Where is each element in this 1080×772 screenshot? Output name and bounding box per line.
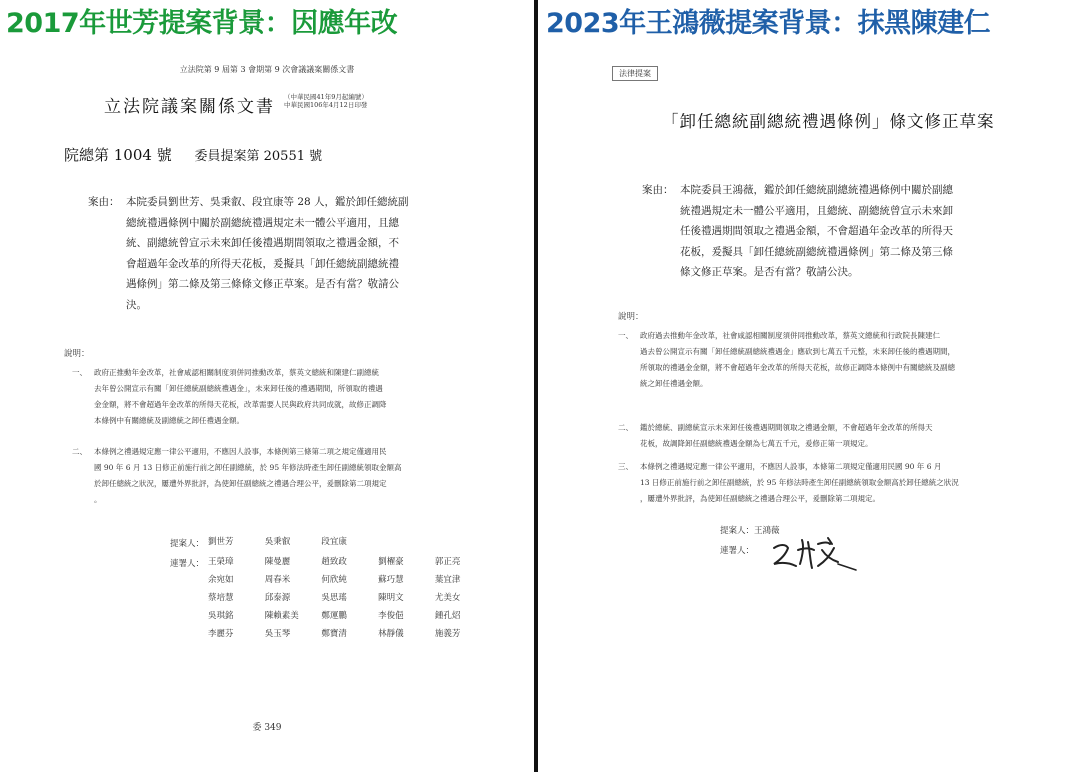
cosigner-name: 何欣純 xyxy=(321,575,347,585)
left-proposal-no: 委員提案第 20551 號 xyxy=(194,149,323,164)
cause-line: 本院委員劉世芳、吳秉叡、段宜康等 28 人，鑑於卸任總統副 xyxy=(126,196,409,208)
cosigner-name: 陳明文 xyxy=(378,593,404,603)
proposer-name: 劉世芳 xyxy=(208,537,234,547)
left-doc-title: 立法院議案關係文書 xyxy=(104,97,275,117)
cause-line: 本院委員王鴻薇，鑑於卸任總統副總統禮遇條例中關於副總 xyxy=(680,184,953,196)
cause-line: 總統禮遇條例中關於副總統禮遇規定未一體公平適用，且總 xyxy=(126,216,399,229)
left-doc-header: 立法院第 9 屆第 3 會期第 9 次會議議案關係文書 xyxy=(179,65,355,74)
item-line: 政府正推動年金改革，社會咸認相關制度須併同推動改革，蔡英文總統和陳建仁副總統 xyxy=(94,368,379,377)
left-document-panel xyxy=(0,0,534,772)
cosigner-name: 陳賴素美 xyxy=(264,611,299,621)
right-item-number: 二、 xyxy=(618,423,633,432)
proposer-name: 段宜康 xyxy=(321,537,347,547)
cause-line: 遇條例」第二條及第三條條文修正草案。是否有當？敬請公 xyxy=(126,278,399,290)
right-item-1-text xyxy=(640,328,955,392)
left-page-number: 委 349 xyxy=(252,723,282,733)
right-doc-title: 「卸任總統副總統禮遇條例」條文修正草案 xyxy=(662,112,995,131)
left-cause-text xyxy=(126,192,409,315)
item-line: 所領取的禮遇金金額，將不會超過年金改革的所得天花板，故修正調降本條例中有關總統及副總 xyxy=(640,363,955,372)
cause-line: 花板，爰擬具「卸任總統副總統禮遇條例」第二條及第三條 xyxy=(680,245,953,258)
cosigner-name: 郭正亮 xyxy=(434,557,461,567)
right-cosigner-label: 連署人： xyxy=(720,546,755,556)
left-proposers xyxy=(208,535,375,553)
right-proposer-name: 王鴻薇 xyxy=(754,526,780,536)
item-line: 本條例之禮遇規定應一律公平適用，不應因人設事，本條例第三條第二項之規定僅適用民 xyxy=(94,447,387,456)
left-banner-title: 2017年世芳提案背景：因應年改 xyxy=(6,8,398,39)
item-line: 於卸任總統之狀況，屢遭外界批評，為使卸任副總統之禮遇合理公平，爰刪除第二項規定 xyxy=(94,479,387,488)
right-item-number: 三、 xyxy=(618,462,633,471)
left-item-number: 二、 xyxy=(72,447,87,456)
left-doc-date xyxy=(284,93,368,109)
item-line: 國 90 年 6 月 13 日修正前施行前之卸任副總統，於 95 年修法時產生卸任副總統領取金額高 xyxy=(94,463,402,472)
right-explanation-label: 說明： xyxy=(618,312,644,322)
cause-line: 統禮遇規定未一體公平適用，且總統、副總統曾宣示未來卸 xyxy=(680,204,953,217)
cause-line: 統、副總統曾宣示未來卸任後禮遇期間領取之禮遇金額，不 xyxy=(126,237,399,249)
left-item-2-text xyxy=(94,444,401,508)
item-line: 過去曾公開宣示有關「卸任總統副總統禮遇金」應砍到七萬五千元整，未來卸任後的禮遇期間， xyxy=(640,347,955,356)
cosigner-name: 蔡培慧 xyxy=(208,593,234,603)
cosigner-name: 吳玉琴 xyxy=(264,629,291,639)
item-line: 金金額，將不會超過年金改革的所得天花板，改革需要人民與政府共同成就，故修正調降 xyxy=(94,400,387,409)
cosigner-name: 李麗芬 xyxy=(208,629,234,639)
right-item-number: 一、 xyxy=(618,331,633,340)
left-date-line2: 中華民國106年4月12日印發 xyxy=(284,101,368,109)
left-cosigners xyxy=(208,555,489,645)
cosigner-name: 邱泰源 xyxy=(264,593,291,603)
cosigner-name: 劉櫂豪 xyxy=(378,557,404,567)
left-ref-no: 院總第 1004 號 xyxy=(64,146,172,164)
item-line: 。 xyxy=(94,495,102,504)
item-line: 13 日修正前施行前之卸任副總統，於 95 年修法時產生卸任副總統領取金額高於卸任總統之狀況 xyxy=(640,478,959,487)
cosigner-name: 趙致政 xyxy=(321,557,347,567)
left-item-number: 一、 xyxy=(72,368,87,377)
cosigner-name: 鄭運鵬 xyxy=(321,611,347,621)
item-line: 本條例中有關總統及副總統之卸任禮遇金額。 xyxy=(94,416,244,425)
item-line: 本條例之禮遇規定應一律公平適用，不應因人設事，本條第二項規定僅適用民國 90 年 6 月 xyxy=(640,462,942,471)
left-date-line1: （中華民國41年9月起編號） xyxy=(284,93,368,101)
cause-line: 會超過年金改革的所得天花板，爰擬具「卸任總統副總統禮 xyxy=(126,257,399,270)
item-line: 花板，故調降卸任副總統禮遇金額為七萬五千元，爰修正第一項規定。 xyxy=(640,439,873,448)
cosigner-name: 周春米 xyxy=(264,575,291,585)
left-explanation-label: 說明： xyxy=(64,349,90,359)
right-proposal-tag: 法律提案 xyxy=(612,66,658,81)
right-cause-label: 案由： xyxy=(642,184,674,196)
right-item-2-text xyxy=(640,420,933,452)
left-proposer-label: 提案人： xyxy=(170,539,205,549)
cosigner-name: 余宛如 xyxy=(208,575,234,585)
cosigner-name: 王榮璋 xyxy=(208,557,234,567)
cosigner-name: 施義芳 xyxy=(434,629,461,639)
right-banner-title: 2023年王鴻薇提案背景：抹黑陳建仁 xyxy=(546,8,991,39)
item-line: ，屢遭外界批評，為使卸任副總統之禮遇合理公平，爰刪除第二項規定。 xyxy=(640,494,880,503)
item-line: 統之卸任禮遇金額。 xyxy=(640,379,708,388)
cause-line: 任後禮遇期間領取之禮遇金額，不會超過年金改革的所得天 xyxy=(680,225,953,237)
item-line: 去年曾公開宣示有關「卸任總統副總統禮遇金」，未來卸任後的禮遇期間，所領取的禮遇 xyxy=(94,384,383,393)
cosigner-name: 蘇巧慧 xyxy=(378,575,404,585)
left-item-1-text xyxy=(94,365,387,429)
right-proposer-label: 提案人： xyxy=(720,526,755,536)
cosigner-name: 葉宜津 xyxy=(434,575,461,585)
left-cosigner-label: 連署人： xyxy=(170,559,205,569)
cosigner-name: 吳琪銘 xyxy=(208,611,234,621)
cosigner-name: 吳思瑤 xyxy=(321,593,347,603)
cosigner-name: 陳曼麗 xyxy=(264,557,291,567)
cosigner-name: 鄭寶清 xyxy=(321,629,347,639)
proposer-name: 吳秉叡 xyxy=(264,537,291,547)
left-cause-label: 案由： xyxy=(88,196,120,208)
handwritten-signature-icon xyxy=(768,530,860,574)
cosigner-name: 李俊俋 xyxy=(378,611,404,621)
cause-line: 條文修正草案。是否有當？敬請公決。 xyxy=(680,266,859,278)
cause-line: 決。 xyxy=(126,298,147,311)
cosigner-name: 林靜儀 xyxy=(378,629,404,639)
item-line: 政府過去推動年金改革，社會咸認相關制度須併同推動改革，蔡英文總統和行政院長陳建仁 xyxy=(640,331,940,340)
item-line: 鑑於總統、副總統宣示未來卸任後禮遇期間領取之禮遇金額，不會超過年金改革的所得天 xyxy=(640,423,933,432)
left-ref-numbers xyxy=(64,144,340,165)
cosigner-name: 鍾孔炤 xyxy=(434,611,461,621)
right-cause-text xyxy=(680,180,953,283)
cosigner-name: 尤美女 xyxy=(434,593,461,603)
right-item-3-text xyxy=(640,459,959,507)
